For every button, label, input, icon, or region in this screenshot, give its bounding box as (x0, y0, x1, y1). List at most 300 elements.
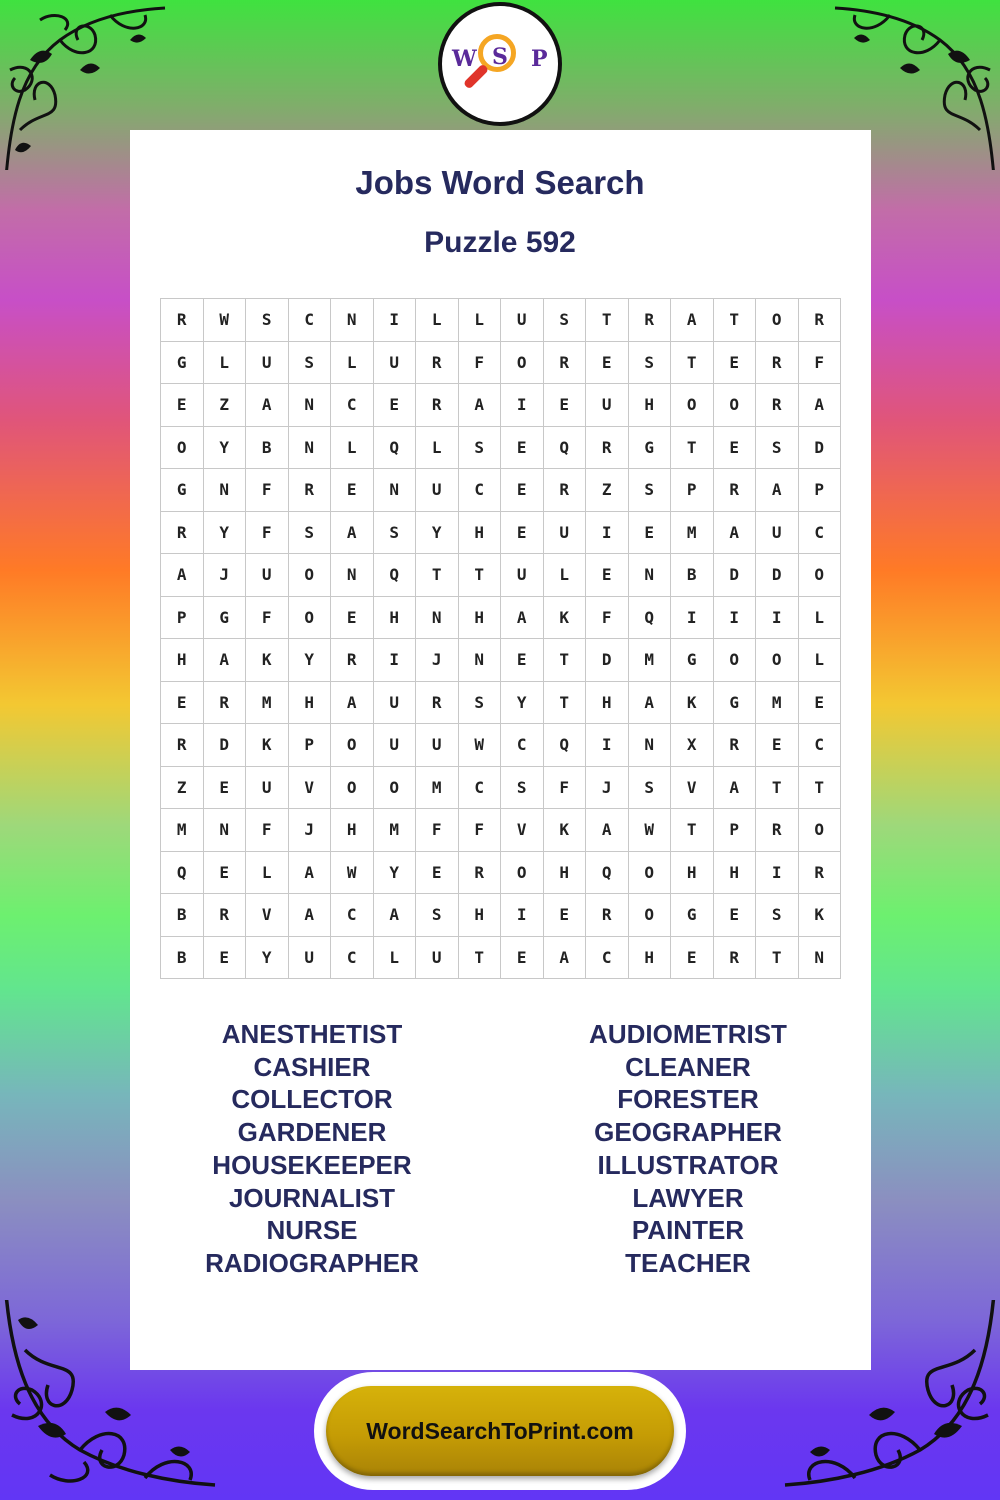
grid-cell[interactable]: Q (161, 851, 204, 894)
logo-letter-p: P (531, 46, 548, 72)
grid-cell[interactable]: O (331, 766, 374, 809)
grid-cell[interactable]: O (501, 851, 544, 894)
grid-cell[interactable]: T (543, 639, 586, 682)
grid-cell[interactable]: Z (161, 766, 204, 809)
grid-cell[interactable]: H (586, 681, 629, 724)
grid-cell[interactable]: R (543, 341, 586, 384)
grid-cell[interactable]: C (331, 936, 374, 979)
grid-row (161, 724, 841, 767)
grid-cell[interactable]: E (416, 851, 459, 894)
grid-cell[interactable]: E (543, 894, 586, 937)
word-item: GEOGRAPHER (594, 1117, 782, 1148)
grid-cell[interactable]: M (416, 766, 459, 809)
grid-cell[interactable]: O (798, 809, 841, 852)
grid-cell[interactable]: T (586, 299, 629, 342)
grid-cell[interactable]: Y (501, 681, 544, 724)
grid-cell[interactable]: E (586, 341, 629, 384)
grid-cell[interactable]: R (161, 511, 204, 554)
grid-cell[interactable]: F (543, 766, 586, 809)
grid-cell[interactable]: E (543, 384, 586, 427)
grid-cell[interactable]: R (288, 469, 331, 512)
grid-cell[interactable]: E (713, 894, 756, 937)
grid-cell[interactable]: V (246, 894, 289, 937)
grid-cell[interactable]: I (756, 596, 799, 639)
grid-cell[interactable]: U (373, 341, 416, 384)
grid-cell[interactable]: F (458, 809, 501, 852)
grid-cell[interactable]: Q (586, 851, 629, 894)
grid-cell[interactable]: B (671, 554, 714, 597)
grid-cell[interactable]: U (501, 554, 544, 597)
grid-cell[interactable]: P (798, 469, 841, 512)
grid-cell[interactable]: H (628, 384, 671, 427)
grid-cell[interactable]: E (671, 936, 714, 979)
grid-cell[interactable]: R (543, 469, 586, 512)
grid-cell[interactable]: U (586, 384, 629, 427)
grid-row (161, 511, 841, 554)
grid-row (161, 809, 841, 852)
grid-cell[interactable]: R (586, 894, 629, 937)
grid-cell[interactable]: K (246, 639, 289, 682)
grid-cell[interactable]: R (713, 724, 756, 767)
grid-cell[interactable]: D (798, 426, 841, 469)
grid-cell[interactable]: G (713, 681, 756, 724)
grid-cell[interactable]: S (458, 681, 501, 724)
grid-cell[interactable]: E (373, 384, 416, 427)
word-item: GARDENER (237, 1117, 387, 1148)
grid-cell[interactable]: T (756, 766, 799, 809)
grid-cell[interactable]: W (628, 809, 671, 852)
grid-cell[interactable]: Y (288, 639, 331, 682)
grid-cell[interactable]: O (756, 639, 799, 682)
grid-cell[interactable]: I (373, 299, 416, 342)
grid-cell[interactable]: V (671, 766, 714, 809)
grid-cell[interactable]: P (288, 724, 331, 767)
grid-row (161, 596, 841, 639)
grid-cell[interactable]: N (458, 639, 501, 682)
grid-cell[interactable]: R (628, 299, 671, 342)
grid-cell[interactable]: R (713, 469, 756, 512)
grid-cell[interactable]: Q (543, 426, 586, 469)
grid-cell[interactable]: S (543, 299, 586, 342)
grid-cell[interactable]: K (671, 681, 714, 724)
grid-cell[interactable]: A (331, 511, 374, 554)
grid-cell[interactable]: E (203, 766, 246, 809)
grid-cell[interactable]: K (798, 894, 841, 937)
grid-cell[interactable]: N (416, 596, 459, 639)
grid-cell[interactable]: H (331, 809, 374, 852)
word-list-right (523, 1018, 853, 1280)
grid-cell[interactable]: E (501, 426, 544, 469)
grid-cell[interactable]: L (373, 936, 416, 979)
grid-cell[interactable]: S (628, 469, 671, 512)
grid-cell[interactable]: U (416, 936, 459, 979)
grid-cell[interactable]: L (246, 851, 289, 894)
word-item: JOURNALIST (228, 1182, 396, 1213)
grid-cell[interactable]: G (203, 596, 246, 639)
grid-cell[interactable]: K (246, 724, 289, 767)
grid-cell[interactable]: E (203, 936, 246, 979)
grid-cell[interactable]: R (756, 341, 799, 384)
grid-cell[interactable]: D (756, 554, 799, 597)
grid-cell[interactable]: C (288, 299, 331, 342)
grid-cell[interactable]: U (373, 724, 416, 767)
grid-row (161, 554, 841, 597)
grid-row (161, 766, 841, 809)
grid-cell[interactable]: P (713, 809, 756, 852)
grid-cell[interactable]: A (288, 894, 331, 937)
grid-row (161, 384, 841, 427)
grid-cell[interactable]: M (756, 681, 799, 724)
word-list-left (147, 1018, 477, 1280)
grid-cell[interactable]: B (161, 936, 204, 979)
grid-cell[interactable]: E (756, 724, 799, 767)
grid-cell[interactable]: O (501, 341, 544, 384)
grid-cell[interactable]: L (798, 639, 841, 682)
grid-cell[interactable]: R (416, 384, 459, 427)
grid-cell[interactable]: I (756, 851, 799, 894)
grid-cell[interactable]: A (713, 511, 756, 554)
grid-row (161, 469, 841, 512)
grid-cell[interactable]: O (628, 894, 671, 937)
grid-cell[interactable]: E (203, 851, 246, 894)
grid-cell[interactable]: S (501, 766, 544, 809)
grid-cell[interactable]: R (161, 724, 204, 767)
grid-cell[interactable]: L (798, 596, 841, 639)
grid-cell[interactable]: P (161, 596, 204, 639)
grid-cell[interactable]: C (331, 384, 374, 427)
grid-cell[interactable]: H (373, 596, 416, 639)
grid-cell[interactable]: H (671, 851, 714, 894)
grid-cell[interactable]: H (458, 511, 501, 554)
grid-cell[interactable]: J (288, 809, 331, 852)
word-item: TEACHER (625, 1247, 751, 1278)
grid-cell[interactable]: A (288, 851, 331, 894)
word-item: HOUSEKEEPER (212, 1149, 412, 1180)
grid-cell[interactable]: K (543, 809, 586, 852)
grid-cell[interactable]: O (713, 639, 756, 682)
grid-cell[interactable]: B (246, 426, 289, 469)
grid-cell[interactable]: T (756, 936, 799, 979)
grid-cell[interactable]: Q (628, 596, 671, 639)
grid-cell[interactable]: G (671, 639, 714, 682)
grid-cell[interactable]: Q (373, 554, 416, 597)
word-item: CLEANER (625, 1051, 751, 1082)
grid-cell[interactable]: A (501, 596, 544, 639)
grid-cell[interactable]: A (458, 384, 501, 427)
grid-cell[interactable]: G (671, 894, 714, 937)
word-item: FORESTER (617, 1084, 759, 1115)
word-item: AUDIOMETRIST (589, 1019, 787, 1049)
grid-cell[interactable]: M (161, 809, 204, 852)
grid-cell[interactable]: R (161, 299, 204, 342)
grid-cell[interactable]: S (246, 299, 289, 342)
grid-cell[interactable]: E (628, 511, 671, 554)
grid-cell[interactable]: F (246, 596, 289, 639)
grid-cell[interactable]: A (671, 299, 714, 342)
grid-cell[interactable]: A (373, 894, 416, 937)
grid-row (161, 936, 841, 979)
grid-cell[interactable]: R (416, 341, 459, 384)
website-link[interactable]: WordSearchToPrint.com (366, 1417, 634, 1444)
grid-cell[interactable]: Y (203, 426, 246, 469)
grid-cell[interactable]: N (331, 554, 374, 597)
grid-cell[interactable]: T (671, 426, 714, 469)
grid-cell[interactable]: M (628, 639, 671, 682)
grid-cell[interactable]: S (416, 894, 459, 937)
grid-cell[interactable]: T (713, 299, 756, 342)
grid-cell[interactable]: W (458, 724, 501, 767)
grid-cell[interactable]: U (288, 936, 331, 979)
grid-cell[interactable]: L (203, 341, 246, 384)
grid-cell[interactable]: O (713, 384, 756, 427)
word-item: NURSE (266, 1215, 358, 1246)
grid-cell[interactable]: S (628, 341, 671, 384)
grid-cell[interactable]: L (331, 426, 374, 469)
grid-cell[interactable]: Y (416, 511, 459, 554)
grid-cell[interactable]: Y (246, 936, 289, 979)
grid-cell[interactable]: U (246, 341, 289, 384)
grid-cell[interactable]: A (756, 469, 799, 512)
grid-row (161, 341, 841, 384)
grid-cell[interactable]: V (288, 766, 331, 809)
grid-cell[interactable]: F (798, 341, 841, 384)
grid-cell[interactable]: A (713, 766, 756, 809)
grid-cell[interactable]: Y (373, 851, 416, 894)
grid-cell[interactable]: T (671, 341, 714, 384)
grid-cell[interactable]: R (756, 384, 799, 427)
grid-cell[interactable]: O (628, 851, 671, 894)
grid-cell[interactable]: N (288, 426, 331, 469)
grid-cell[interactable]: T (798, 766, 841, 809)
grid-cell[interactable]: E (331, 469, 374, 512)
grid-cell[interactable]: R (203, 894, 246, 937)
grid-cell[interactable]: I (501, 384, 544, 427)
word-item: PAINTER (631, 1215, 745, 1246)
grid-cell[interactable]: H (543, 851, 586, 894)
grid-cell[interactable]: W (331, 851, 374, 894)
grid-cell[interactable]: H (713, 851, 756, 894)
grid-cell[interactable]: X (671, 724, 714, 767)
grid-cell[interactable]: I (586, 724, 629, 767)
word-item: COLLECTOR (231, 1084, 393, 1115)
grid-cell[interactable]: V (501, 809, 544, 852)
grid-cell[interactable]: D (203, 724, 246, 767)
grid-cell[interactable]: L (543, 554, 586, 597)
grid-cell[interactable]: I (713, 596, 756, 639)
grid-cell[interactable]: R (203, 681, 246, 724)
grid-cell[interactable]: R (798, 851, 841, 894)
grid-cell[interactable]: A (628, 681, 671, 724)
grid-cell[interactable]: J (416, 639, 459, 682)
word-item: ILLUSTRATOR (597, 1149, 779, 1180)
grid-cell[interactable]: A (246, 384, 289, 427)
grid-cell[interactable]: E (586, 554, 629, 597)
grid-row (161, 894, 841, 937)
grid-cell[interactable]: O (288, 596, 331, 639)
grid-cell[interactable]: F (458, 341, 501, 384)
grid-cell[interactable]: T (543, 681, 586, 724)
grid-cell[interactable]: W (203, 299, 246, 342)
grid-row (161, 851, 841, 894)
grid-cell[interactable]: L (331, 341, 374, 384)
grid-cell[interactable]: K (543, 596, 586, 639)
grid-cell[interactable]: O (671, 384, 714, 427)
grid-cell[interactable]: Q (543, 724, 586, 767)
puzzle-number: Puzzle 592 (424, 226, 576, 259)
grid-cell[interactable]: A (586, 809, 629, 852)
grid-row (161, 299, 841, 342)
grid-cell[interactable]: S (288, 341, 331, 384)
grid-cell[interactable]: G (161, 341, 204, 384)
grid-cell[interactable]: N (331, 299, 374, 342)
grid-cell[interactable]: L (416, 299, 459, 342)
grid-cell[interactable]: I (373, 639, 416, 682)
grid-cell[interactable]: U (246, 766, 289, 809)
grid-cell[interactable]: S (288, 511, 331, 554)
grid-cell[interactable]: J (203, 554, 246, 597)
grid-cell[interactable]: S (458, 426, 501, 469)
grid-cell[interactable]: Q (373, 426, 416, 469)
grid-cell[interactable]: T (458, 936, 501, 979)
grid-cell[interactable]: T (671, 809, 714, 852)
grid-cell[interactable]: U (756, 511, 799, 554)
word-item: RADIOGRAPHER (205, 1247, 419, 1278)
grid-cell[interactable]: H (458, 894, 501, 937)
grid-cell[interactable]: N (288, 384, 331, 427)
grid-cell[interactable]: N (628, 554, 671, 597)
grid-cell[interactable]: B (161, 894, 204, 937)
grid-row (161, 681, 841, 724)
grid-cell[interactable]: T (416, 554, 459, 597)
grid-cell[interactable]: C (798, 511, 841, 554)
grid-cell[interactable]: L (416, 426, 459, 469)
grid-cell[interactable]: O (331, 724, 374, 767)
grid-cell[interactable]: D (713, 554, 756, 597)
grid-row (161, 639, 841, 682)
grid-cell[interactable]: Z (586, 469, 629, 512)
grid-cell[interactable]: F (416, 809, 459, 852)
grid-cell[interactable]: F (246, 511, 289, 554)
grid-cell[interactable]: S (756, 894, 799, 937)
grid-cell[interactable]: C (458, 469, 501, 512)
grid-cell[interactable]: R (756, 809, 799, 852)
wsp-logo (438, 2, 562, 126)
grid-cell[interactable]: U (416, 469, 459, 512)
grid-cell[interactable]: R (416, 681, 459, 724)
grid-cell[interactable]: E (713, 341, 756, 384)
word-item: LAWYER (632, 1182, 744, 1213)
grid-cell[interactable]: O (373, 766, 416, 809)
grid-cell[interactable]: E (501, 936, 544, 979)
website-button[interactable] (314, 1372, 686, 1490)
grid-cell[interactable]: A (798, 384, 841, 427)
grid-cell[interactable]: E (331, 596, 374, 639)
grid-cell[interactable]: E (713, 426, 756, 469)
grid-cell[interactable]: R (713, 936, 756, 979)
grid-row (161, 426, 841, 469)
grid-cell[interactable]: H (288, 681, 331, 724)
grid-cell[interactable]: D (586, 639, 629, 682)
grid-cell[interactable]: R (331, 639, 374, 682)
grid-cell[interactable]: A (161, 554, 204, 597)
grid-cell[interactable]: H (628, 936, 671, 979)
grid-cell[interactable]: C (331, 894, 374, 937)
grid-cell[interactable]: J (586, 766, 629, 809)
grid-cell[interactable]: O (288, 554, 331, 597)
grid-cell[interactable]: N (798, 936, 841, 979)
logo-badge (442, 6, 558, 122)
grid-cell[interactable]: M (671, 511, 714, 554)
page-title: Jobs Word Search (355, 164, 645, 201)
grid-cell[interactable]: R (798, 299, 841, 342)
word-item: CASHIER (253, 1051, 371, 1082)
grid-cell[interactable]: C (501, 724, 544, 767)
website-button-face[interactable] (326, 1386, 674, 1476)
grid-cell[interactable]: N (628, 724, 671, 767)
grid-cell[interactable]: S (628, 766, 671, 809)
grid-cell[interactable]: S (373, 511, 416, 554)
grid-cell[interactable]: E (501, 639, 544, 682)
grid-cell[interactable]: N (373, 469, 416, 512)
grid-cell[interactable]: E (501, 469, 544, 512)
grid-cell[interactable]: E (161, 384, 204, 427)
grid-cell[interactable]: Y (203, 511, 246, 554)
grid-cell[interactable]: U (501, 299, 544, 342)
grid-cell[interactable]: H (458, 596, 501, 639)
grid-cell[interactable]: L (458, 299, 501, 342)
logo-letter-w: W (452, 46, 477, 72)
word-item: ANESTHETIST (221, 1019, 403, 1049)
grid-cell[interactable]: U (543, 511, 586, 554)
grid-cell[interactable]: M (246, 681, 289, 724)
grid-cell[interactable]: E (501, 511, 544, 554)
grid-cell[interactable]: I (671, 596, 714, 639)
grid-cell[interactable]: A (331, 681, 374, 724)
grid-cell[interactable]: O (161, 426, 204, 469)
grid-cell[interactable]: N (203, 809, 246, 852)
grid-cell[interactable]: R (458, 851, 501, 894)
grid-cell[interactable]: F (586, 596, 629, 639)
grid-cell[interactable]: F (246, 809, 289, 852)
grid-cell[interactable]: M (373, 809, 416, 852)
grid-cell[interactable]: H (161, 639, 204, 682)
grid-cell[interactable]: O (756, 299, 799, 342)
grid-cell[interactable]: U (416, 724, 459, 767)
letter-grid (160, 298, 841, 979)
grid-cell[interactable]: C (458, 766, 501, 809)
grid-cell[interactable]: U (373, 681, 416, 724)
grid-cell[interactable]: N (203, 469, 246, 512)
grid-cell[interactable]: P (671, 469, 714, 512)
grid-cell[interactable]: E (798, 681, 841, 724)
grid-cell[interactable]: C (798, 724, 841, 767)
grid-cell[interactable]: S (756, 426, 799, 469)
grid-cell[interactable]: I (501, 894, 544, 937)
grid-cell[interactable]: A (543, 936, 586, 979)
grid-cell[interactable]: G (628, 426, 671, 469)
grid-cell[interactable]: C (586, 936, 629, 979)
grid-cell[interactable]: R (586, 426, 629, 469)
grid-cell[interactable]: A (203, 639, 246, 682)
grid-cell[interactable]: G (161, 469, 204, 512)
grid-cell[interactable]: E (161, 681, 204, 724)
grid-cell[interactable]: T (458, 554, 501, 597)
grid-cell[interactable]: Z (203, 384, 246, 427)
grid-cell[interactable]: F (246, 469, 289, 512)
grid-cell[interactable]: O (798, 554, 841, 597)
grid-cell[interactable]: I (586, 511, 629, 554)
grid-cell[interactable]: U (246, 554, 289, 597)
